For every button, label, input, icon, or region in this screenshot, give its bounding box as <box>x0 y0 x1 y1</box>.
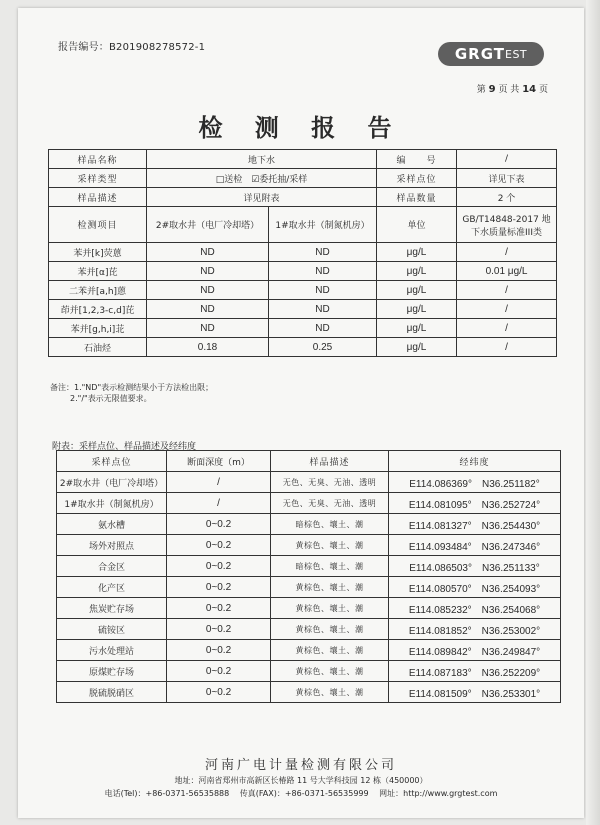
logo-main-text: GRGT <box>454 45 505 63</box>
sample-point-value: 详见下表 <box>457 169 557 188</box>
header-well-1: 1#取水井（制氮机房） <box>269 207 377 243</box>
coord-value: E114.081095° N36.252724° <box>389 493 561 514</box>
desc-value: 黄棕色、壤土、潮 <box>271 598 389 619</box>
unit-value: μg/L <box>377 262 457 281</box>
result-value: ND <box>147 262 269 281</box>
table-row <box>57 619 561 640</box>
limit-value: 0.01 μg/L <box>457 262 557 281</box>
coord-value: E114.093484° N36.247346° <box>389 535 561 556</box>
result-value: ND <box>147 319 269 338</box>
point-name: 2#取水井（电厂冷却塔） <box>57 472 167 493</box>
note-line: 备注：1."ND"表示检测结果小于方法检出限； <box>50 383 214 392</box>
result-value: ND <box>269 300 377 319</box>
code-label: 编 号 <box>377 150 457 169</box>
desc-value: 黄棕色、壤土、潮 <box>271 535 389 556</box>
header-item: 检测项目 <box>49 207 147 243</box>
table-row <box>57 682 561 703</box>
header-well-2: 2#取水井（电厂冷却塔） <box>147 207 269 243</box>
coord-value: E114.087183° N36.252209° <box>389 661 561 682</box>
contact-line <box>18 788 584 799</box>
table-row <box>57 640 561 661</box>
point-name: 焦炭贮存场 <box>57 598 167 619</box>
coord-value: E114.085232° N36.254068° <box>389 598 561 619</box>
sample-desc-value: 详见附表 <box>147 188 377 207</box>
notes <box>50 382 213 404</box>
point-name: 原煤贮存场 <box>57 661 167 682</box>
coord-value: E114.081327° N36.254430° <box>389 514 561 535</box>
header-standard: GB/T14848-2017 地下水质量标准III类 <box>457 207 557 243</box>
depth-value: 0~0.2 <box>167 556 271 577</box>
result-value: ND <box>147 300 269 319</box>
item-name: 二苯并[a,h]蒽 <box>49 281 147 300</box>
report-number: 报告编号：B201908278572-1 <box>58 42 206 53</box>
coord-value: E114.081852° N36.253002° <box>389 619 561 640</box>
point-name: 合金区 <box>57 556 167 577</box>
table-row <box>57 556 561 577</box>
coord-value: E114.080570° N36.254093° <box>389 577 561 598</box>
coord-value: E114.089842° N36.249847° <box>389 640 561 661</box>
limit-value: / <box>457 319 557 338</box>
header-point: 采样点位 <box>57 451 167 472</box>
depth-value: 0~0.2 <box>167 640 271 661</box>
depth-value: 0~0.2 <box>167 598 271 619</box>
sample-point-label: 采样点位 <box>377 169 457 188</box>
table-row <box>57 493 561 514</box>
coord-value: E114.086503° N36.251133° <box>389 556 561 577</box>
item-name: 茚并[1,2,3-c,d]芘 <box>49 300 147 319</box>
table-row <box>49 262 557 281</box>
total-pages: 14 <box>522 84 537 95</box>
sample-type-value: □送检 ☑委托抽/采样 <box>147 169 377 188</box>
header-unit: 单位 <box>377 207 457 243</box>
point-name: 场外对照点 <box>57 535 167 556</box>
table-row <box>57 598 561 619</box>
point-name: 氨水槽 <box>57 514 167 535</box>
limit-value: / <box>457 281 557 300</box>
sample-name-value: 地下水 <box>147 150 377 169</box>
result-value: ND <box>147 281 269 300</box>
header-desc: 样品描述 <box>271 451 389 472</box>
table-row <box>57 472 561 493</box>
result-value: ND <box>269 319 377 338</box>
company-address: 地址：河南省郑州市高新区长椿路 11 号大学科技园 12 栋（450000） <box>174 776 428 785</box>
depth-value: 0~0.2 <box>167 577 271 598</box>
desc-value: 无色、无臭、无油、透明 <box>271 472 389 493</box>
table-row <box>57 577 561 598</box>
table-row <box>49 338 557 357</box>
depth-value: / <box>167 472 271 493</box>
item-name: 石油烃 <box>49 338 147 357</box>
desc-value: 黄棕色、壤土、潮 <box>271 577 389 598</box>
sample-qty-value: 2 个 <box>457 188 557 207</box>
depth-value: 0~0.2 <box>167 514 271 535</box>
table-row <box>57 535 561 556</box>
table-row <box>49 300 557 319</box>
result-value: 0.25 <box>269 338 377 357</box>
depth-value: / <box>167 493 271 514</box>
result-value: ND <box>269 243 377 262</box>
desc-value: 黄棕色、壤土、潮 <box>271 619 389 640</box>
unit-value: μg/L <box>377 300 457 319</box>
item-name: 苯并[g,h,i]苝 <box>49 319 147 338</box>
unit-value: μg/L <box>377 281 457 300</box>
grgtest-logo <box>438 42 544 66</box>
header-depth: 断面深度（m） <box>167 451 271 472</box>
table-row <box>49 243 557 262</box>
item-name: 苯并[k]荧蒽 <box>49 243 147 262</box>
item-name: 苯并[α]芘 <box>49 262 147 281</box>
appendix-heading: 附表：采样点位、样品描述及经纬度 <box>52 442 197 452</box>
sample-type-label: 采样类型 <box>49 169 147 188</box>
depth-value: 0~0.2 <box>167 535 271 556</box>
desc-value: 黄棕色、壤土、潮 <box>271 661 389 682</box>
desc-value: 暗棕色、壤土、潮 <box>271 514 389 535</box>
unit-value: μg/L <box>377 243 457 262</box>
depth-value: 0~0.2 <box>167 661 271 682</box>
document-title: 检 测 报 告 <box>198 114 404 142</box>
depth-value: 0~0.2 <box>167 619 271 640</box>
coord-value: E114.081509° N36.253301° <box>389 682 561 703</box>
sample-name-label: 样品名称 <box>49 150 147 169</box>
desc-value: 黄棕色、壤土、潮 <box>271 640 389 661</box>
website-link[interactable]: 网址：http://www.grgtest.com <box>379 789 498 798</box>
logo-small-text: EST <box>505 47 528 61</box>
current-page: 9 <box>488 84 496 95</box>
table-row <box>49 281 557 300</box>
phone-number: 电话(Tel)：+86-0371-56535888 <box>104 789 230 798</box>
point-name: 硫铵区 <box>57 619 167 640</box>
note-line: 2."/"表示无限值要求。 <box>70 394 152 403</box>
limit-value: / <box>457 338 557 357</box>
point-name: 1#取水井（制氮机房） <box>57 493 167 514</box>
report-page <box>18 8 584 818</box>
unit-value: μg/L <box>377 338 457 357</box>
point-name: 化产区 <box>57 577 167 598</box>
sample-desc-label: 样品描述 <box>49 188 147 207</box>
result-value: ND <box>147 243 269 262</box>
limit-value: / <box>457 300 557 319</box>
code-value: / <box>457 150 557 169</box>
table-row <box>49 319 557 338</box>
desc-value: 黄棕色、壤土、潮 <box>271 682 389 703</box>
table-row <box>57 661 561 682</box>
header-coords: 经纬度 <box>389 451 561 472</box>
result-value: ND <box>269 281 377 300</box>
result-value: 0.18 <box>147 338 269 357</box>
limit-value: / <box>457 243 557 262</box>
desc-value: 无色、无臭、无油、透明 <box>271 493 389 514</box>
sample-qty-label: 样品数量 <box>377 188 457 207</box>
results-table <box>48 149 557 357</box>
desc-value: 暗棕色、壤土、潮 <box>271 556 389 577</box>
result-value: ND <box>269 262 377 281</box>
table-row <box>57 514 561 535</box>
coord-value: E114.086369° N36.251182° <box>389 472 561 493</box>
point-name: 脱硫脱硝区 <box>57 682 167 703</box>
page-info: 第 9 页 共 14 页 <box>476 84 548 95</box>
depth-value: 0~0.2 <box>167 682 271 703</box>
fax-number: 传真(FAX)：+86-0371-56535999 <box>239 789 369 798</box>
appendix-table <box>56 450 561 703</box>
point-name: 污水处理站 <box>57 640 167 661</box>
binding-edge <box>586 0 600 825</box>
unit-value: μg/L <box>377 319 457 338</box>
company-name: 河南广电计量检测有限公司 <box>204 758 397 773</box>
